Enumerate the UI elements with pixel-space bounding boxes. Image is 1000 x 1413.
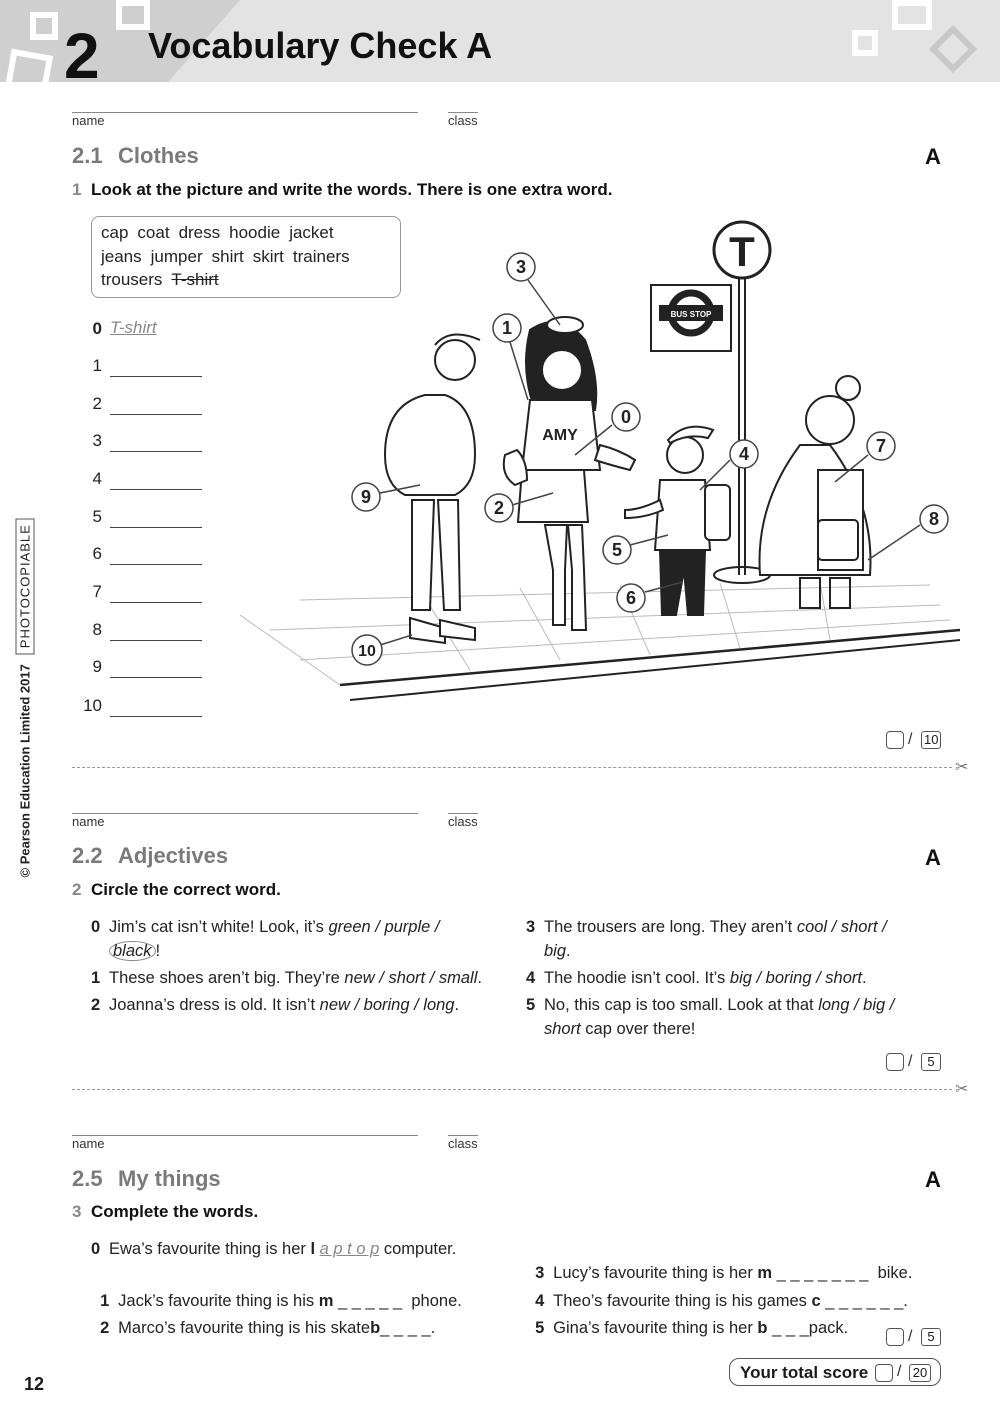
item-number: 0 xyxy=(91,1240,101,1258)
sentence-item xyxy=(91,1237,521,1261)
answer-number: 3 xyxy=(92,431,102,450)
sentence-text: Jack’s favourite thing is his xyxy=(118,1292,319,1310)
word: trousers xyxy=(101,270,163,289)
answer-number: 0 xyxy=(92,319,102,338)
answer-number: 6 xyxy=(92,544,102,563)
score-slash: / xyxy=(908,731,913,748)
sentence-text: computer. xyxy=(379,1240,457,1258)
decor-square xyxy=(116,0,150,30)
sentence-text: Gina’s favourite thing is her xyxy=(553,1319,758,1337)
sentence-text: . xyxy=(454,996,460,1014)
sentence-text: bike. xyxy=(873,1264,913,1282)
sentence-text: phone. xyxy=(406,1292,462,1310)
exercise-number: 2 xyxy=(72,880,82,899)
score-total: 10 xyxy=(921,731,941,749)
answer-number: 1 xyxy=(92,356,102,375)
svg-text:2: 2 xyxy=(493,498,505,518)
class-label: class xyxy=(448,1136,478,1151)
answer-line[interactable] xyxy=(110,602,202,603)
answer-number: 8 xyxy=(92,620,102,639)
svg-text:9: 9 xyxy=(360,487,372,507)
answer-blanks[interactable]: _ _ _ _ xyxy=(380,1319,431,1337)
svg-text:3: 3 xyxy=(515,257,527,277)
answer-number: 4 xyxy=(92,469,102,488)
answer-number: 9 xyxy=(92,657,102,676)
sentence-item xyxy=(91,993,511,1017)
word-options[interactable]: big xyxy=(544,942,567,960)
class-label: class xyxy=(448,113,478,128)
item-number: 0 xyxy=(91,918,101,936)
word: skirt xyxy=(252,247,284,266)
word: jumper xyxy=(150,247,203,266)
sentence-item xyxy=(91,966,516,990)
page-number: 12 xyxy=(24,1374,45,1394)
score-total: 5 xyxy=(921,1328,941,1346)
callout-3 xyxy=(507,253,535,281)
first-letter: m xyxy=(757,1264,773,1282)
photocopiable-label: PHOTOCOPIABLE xyxy=(16,518,35,654)
answer-blanks[interactable]: _ _ _ _ _ _ xyxy=(820,1292,904,1310)
svg-text:4: 4 xyxy=(738,444,750,464)
answer-line[interactable] xyxy=(110,640,202,641)
level-badge: A xyxy=(925,845,941,870)
circled-word: black xyxy=(109,941,156,961)
name-label: name xyxy=(72,113,105,128)
score-box[interactable] xyxy=(886,1328,904,1346)
word: jacket xyxy=(289,223,334,242)
name-line xyxy=(72,1135,418,1136)
word: dress xyxy=(178,223,221,242)
sentence-text: Ewa’s favourite thing is her xyxy=(109,1240,311,1258)
answer-blanks[interactable]: _ _ _ _ _ xyxy=(333,1292,407,1310)
item-number: 2 xyxy=(100,1319,110,1337)
answer-line[interactable] xyxy=(110,564,202,565)
score-total: 5 xyxy=(921,1053,941,1071)
level-badge: A xyxy=(925,1167,941,1192)
decor-square xyxy=(892,0,932,30)
sentence-text: . xyxy=(477,969,482,987)
copyright-text: © Pearson Education Limited 2017 xyxy=(17,664,33,878)
score-slash: / xyxy=(897,1363,902,1380)
word: jeans xyxy=(101,247,142,266)
score-slash: / xyxy=(908,1053,913,1070)
sentence-text: cap over there! xyxy=(580,1020,696,1038)
item-number: 3 xyxy=(535,1264,545,1282)
word: trainers xyxy=(292,247,350,266)
answer-line[interactable] xyxy=(110,527,202,528)
name-line xyxy=(72,112,418,113)
word-options[interactable]: short xyxy=(544,1020,581,1038)
sentence-text: Marco’s favourite thing is his skate xyxy=(118,1319,371,1337)
word-options[interactable]: long / big / xyxy=(818,996,895,1014)
callouts xyxy=(230,215,970,715)
first-letter: l xyxy=(310,1240,316,1258)
svg-text:6: 6 xyxy=(625,588,637,608)
callout-4 xyxy=(730,440,758,468)
side-copyright xyxy=(17,524,33,878)
svg-text:0: 0 xyxy=(620,407,632,427)
sentence-text: Jim’s cat isn’t white! Look, it’s xyxy=(109,918,329,936)
item-number: 2 xyxy=(91,996,101,1014)
name-line xyxy=(72,813,418,814)
callout-7 xyxy=(867,432,895,460)
sentence-item xyxy=(526,993,946,1041)
sentence-text: Lucy’s favourite thing is her xyxy=(553,1264,758,1282)
answer-line[interactable] xyxy=(110,451,202,452)
section-number: 2.1 xyxy=(72,143,103,168)
item-number: 5 xyxy=(535,1319,545,1337)
word: hoodie xyxy=(229,223,281,242)
word-options[interactable]: cool / short / xyxy=(796,918,887,936)
sentence-text: Joanna’s dress is old. It isn’t xyxy=(109,996,320,1014)
exercise-instruction: Circle the correct word. xyxy=(91,880,281,899)
svg-text:10: 10 xyxy=(358,643,376,660)
item-number: 1 xyxy=(100,1292,110,1310)
sentence-text: Theo’s favourite thing is his games xyxy=(553,1292,812,1310)
cut-line xyxy=(72,1089,952,1090)
callout-5 xyxy=(603,536,631,564)
word-options[interactable]: new / short / small xyxy=(344,969,478,987)
svg-text:5: 5 xyxy=(611,540,623,560)
sentence-item xyxy=(526,966,946,990)
svg-text:1: 1 xyxy=(501,318,513,338)
word: coat xyxy=(137,223,170,242)
example-answer: T-shirt xyxy=(110,318,157,337)
section-title: Adjectives xyxy=(118,843,229,868)
exercise-instruction: Look at the picture and write the words. There is one extra word. xyxy=(91,180,613,199)
word: shirt xyxy=(211,247,244,266)
item-number: 5 xyxy=(526,996,536,1014)
total-score-label: Your total score xyxy=(740,1363,869,1382)
scissors-icon: ✂ xyxy=(955,1081,969,1098)
item-number: 3 xyxy=(526,918,536,936)
sentence-item xyxy=(91,915,511,963)
section-number: 2.2 xyxy=(72,843,103,868)
sentence-text: The trousers are long. They aren’t xyxy=(544,918,797,936)
section-title: My things xyxy=(118,1166,221,1191)
sentence-text: . xyxy=(430,1319,436,1337)
sign-letter: T xyxy=(729,228,755,275)
sentence-text: . xyxy=(566,942,571,960)
bus-stop-text: BUS STOP xyxy=(670,310,712,319)
answer-number: 5 xyxy=(92,507,102,526)
name-label: name xyxy=(72,1136,105,1151)
callout-1 xyxy=(493,314,521,342)
answer-blanks[interactable]: _ _ _ _ _ _ _ xyxy=(772,1264,873,1282)
decor-square xyxy=(852,30,878,56)
word-options[interactable]: new / boring / long xyxy=(319,996,455,1014)
callout-6 xyxy=(617,584,645,612)
sentence-item xyxy=(91,1292,521,1340)
word: cap xyxy=(101,223,129,242)
callout-9 xyxy=(352,483,380,511)
answer-number: 2 xyxy=(92,394,102,413)
item-number: 1 xyxy=(91,969,101,987)
decor-square xyxy=(30,12,58,40)
answer-line[interactable] xyxy=(110,677,202,678)
class-label: class xyxy=(448,814,478,829)
answer-line[interactable] xyxy=(110,414,202,415)
exercise-number: 3 xyxy=(72,1202,82,1221)
answer-number: 7 xyxy=(92,582,102,601)
exercise-number: 1 xyxy=(72,180,82,199)
sentence-text: . xyxy=(861,969,867,987)
exercise-instruction: Complete the words. xyxy=(91,1202,259,1221)
sentence-text: No, this cap is too small. Look at that xyxy=(544,996,819,1014)
score-box[interactable] xyxy=(886,731,904,749)
first-letter: c xyxy=(811,1292,821,1310)
sentence-text: These shoes aren’t big. They’re xyxy=(109,969,345,987)
cut-line xyxy=(72,767,952,768)
callout-8 xyxy=(920,505,948,533)
answer-line[interactable] xyxy=(110,489,202,490)
scissors-icon: ✂ xyxy=(955,759,969,776)
unit-number: 2 xyxy=(64,20,100,92)
shirt-text: AMY xyxy=(542,427,578,444)
item-number: 4 xyxy=(526,969,536,987)
example-fill: a p t o p xyxy=(319,1240,380,1258)
decor-square xyxy=(5,49,53,96)
section-title: Clothes xyxy=(118,143,199,168)
callout-0 xyxy=(612,403,640,431)
word-row xyxy=(101,270,228,290)
answer-line[interactable] xyxy=(110,716,202,717)
sentence-text: The hoodie isn’t cool. It’s xyxy=(544,969,730,987)
sentence-text: . xyxy=(903,1292,908,1310)
score-slash: / xyxy=(908,1328,913,1345)
first-letter: b xyxy=(757,1319,768,1337)
callout-10 xyxy=(352,635,382,665)
first-letter: m xyxy=(318,1292,334,1310)
total-score-max: 20 xyxy=(909,1364,931,1382)
sentence-text: pack. xyxy=(808,1319,849,1337)
svg-text:7: 7 xyxy=(875,436,887,456)
word-options: green / purple / xyxy=(328,918,440,936)
word-options[interactable]: big / boring / short xyxy=(729,969,862,987)
sentence-text: ! xyxy=(155,942,161,960)
svg-text:8: 8 xyxy=(928,509,940,529)
total-score-input[interactable] xyxy=(875,1364,893,1382)
page-title: Vocabulary Check A xyxy=(148,25,493,66)
word-struck: T-shirt xyxy=(171,270,219,289)
item-number: 4 xyxy=(535,1292,545,1310)
answer-line[interactable] xyxy=(110,376,202,377)
section-number: 2.5 xyxy=(72,1166,103,1191)
name-label: name xyxy=(72,814,105,829)
level-badge: A xyxy=(925,144,941,169)
answer-blanks[interactable]: _ _ _ xyxy=(767,1319,809,1337)
callout-2 xyxy=(485,494,513,522)
first-letter: b xyxy=(370,1319,381,1337)
sentence-item xyxy=(526,915,946,963)
answer-number: 10 xyxy=(83,696,102,715)
score-box[interactable] xyxy=(886,1053,904,1071)
